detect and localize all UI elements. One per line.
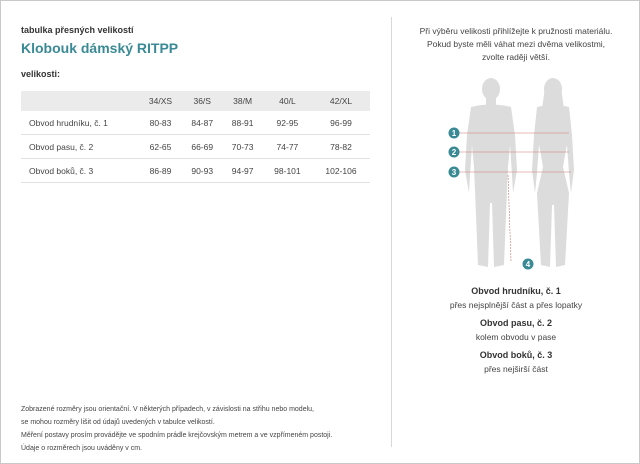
footnote-line: Měření postavy prosím provádějte ve spodním prádle krejčovským metrem a ve vzpřímeném postoji. xyxy=(21,432,333,439)
size-column-header: 42/XL xyxy=(329,96,353,106)
marker-3-icon xyxy=(449,167,460,178)
marker-label: 1 xyxy=(451,129,457,138)
table-cell: 84-87 xyxy=(182,111,222,135)
advice-line: zvolte raději větší. xyxy=(481,52,551,62)
marker-2-icon xyxy=(449,147,460,158)
legend-title: Obvod boků, č. 3 xyxy=(479,350,553,360)
marker-4-icon xyxy=(523,259,534,270)
size-column-header: 40/L xyxy=(279,96,296,106)
row-label: Obvod boků, č. 3 xyxy=(21,159,139,183)
table-cell: 78-82 xyxy=(312,135,370,159)
footnote-line: Zobrazené rozměry jsou orientační. V některých případech, v závislosti na střihu nebo modelu, xyxy=(21,406,314,413)
table-row xyxy=(21,111,370,135)
legend-title: Obvod hrudníku, č. 1 xyxy=(471,286,561,296)
table-row xyxy=(21,135,370,159)
column-divider xyxy=(391,17,392,447)
male-silhouette xyxy=(465,78,517,267)
size-column-header: 38/M xyxy=(233,96,253,106)
marker-label: 2 xyxy=(451,148,457,157)
table-cell: 80-83 xyxy=(139,111,182,135)
table-cell: 70-73 xyxy=(222,135,262,159)
table-cell: 94-97 xyxy=(222,159,262,183)
size-table xyxy=(21,91,370,183)
marker-1-icon xyxy=(449,128,460,139)
measurement-legend xyxy=(401,286,631,382)
size-advice xyxy=(401,25,631,64)
marker-label: 4 xyxy=(525,260,531,269)
size-table-heading: tabulka přesných velikostí xyxy=(21,25,134,35)
marker-label: 3 xyxy=(451,168,457,177)
table-cell: 92-95 xyxy=(263,111,312,135)
measurement-footnote xyxy=(21,403,381,455)
table-cell: 88-91 xyxy=(222,111,262,135)
advice-line: Pokud byste měli váhat mezi dvěma velikostmi, xyxy=(426,39,606,49)
advice-line: Při výběru velikosti přihlížejte k pružnosti materiálu. xyxy=(419,26,613,36)
legend-description: přes nejsplnější část a přes lopatky xyxy=(449,300,583,310)
row-label: Obvod hrudníku, č. 1 xyxy=(21,111,139,135)
row-label: Obvod pasu, č. 2 xyxy=(21,135,139,159)
body-silhouettes-illustration xyxy=(441,75,581,275)
measurement-figure xyxy=(441,75,581,280)
legend-title: Obvod pasu, č. 2 xyxy=(479,318,553,328)
table-cell: 66-69 xyxy=(182,135,222,159)
footnote-line: Údaje o rozměrech jsou uváděny v cm. xyxy=(21,445,142,452)
footnote-line: se mohou rozměry lišit od údajů uvedených v tabulce velikostí. xyxy=(21,419,215,426)
size-column-header: 34/XS xyxy=(148,96,173,106)
size-column-header: 36/S xyxy=(193,96,211,106)
product-title: Klobouk dámský RITPP xyxy=(21,40,179,56)
size-table-header-row xyxy=(21,91,370,111)
sizes-label: velikosti: xyxy=(21,69,61,79)
table-row xyxy=(21,159,370,183)
table-cell: 62-65 xyxy=(139,135,182,159)
table-cell: 74-77 xyxy=(263,135,312,159)
size-column-header xyxy=(21,91,139,111)
female-silhouette xyxy=(532,78,574,267)
table-cell: 90-93 xyxy=(182,159,222,183)
legend-description: přes nejširší část xyxy=(484,364,548,374)
legend-description: kolem obvodu v pase xyxy=(475,332,557,342)
table-cell: 96-99 xyxy=(312,111,370,135)
table-cell: 102-106 xyxy=(312,159,370,183)
table-cell: 98-101 xyxy=(263,159,312,183)
table-cell: 86-89 xyxy=(139,159,182,183)
